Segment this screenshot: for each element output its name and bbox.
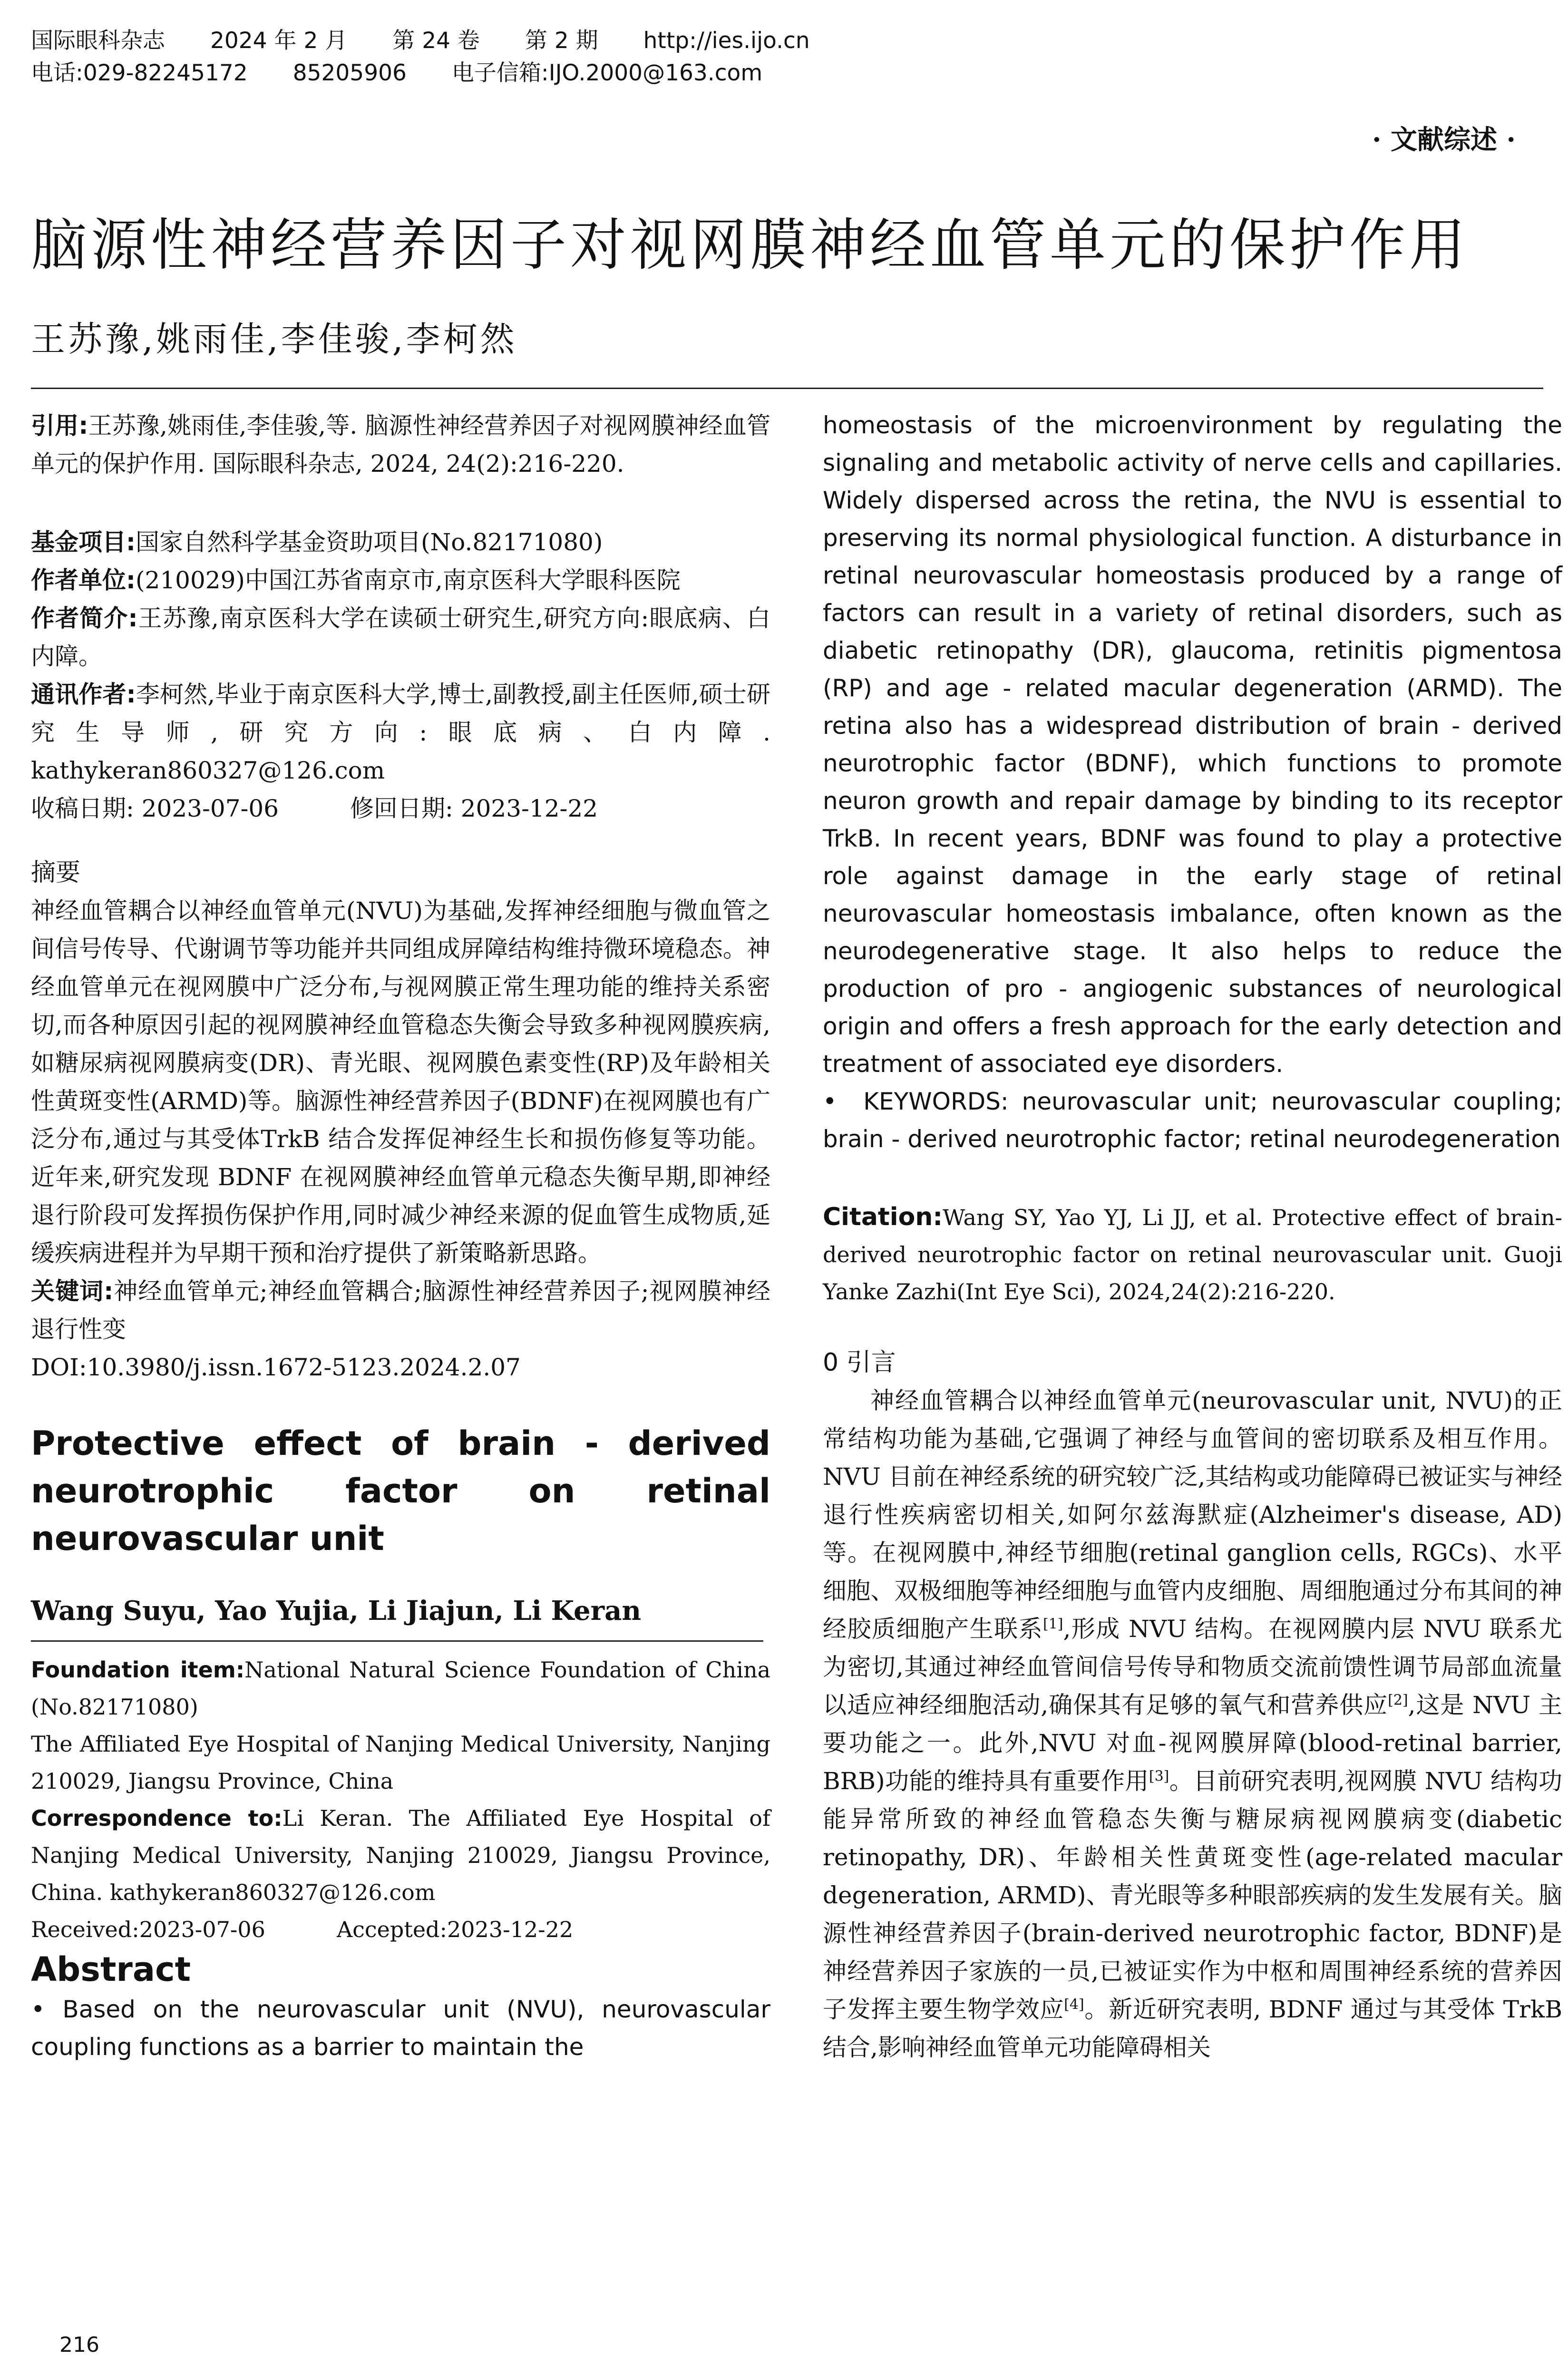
header-line-1: [31, 25, 1543, 57]
right-column: [823, 407, 1562, 2066]
article-title-en-line-3: neurovascular unit: [31, 1519, 384, 1558]
citation-ref-4[interactable]: [4]: [1064, 1996, 1084, 2013]
citation-ref-2[interactable]: [2]: [1388, 1692, 1408, 1709]
title-divider: [31, 388, 1543, 389]
doi: DOI:10.3980/j.issn.1672-5123.2024.2.07: [31, 1354, 521, 1381]
foundation-cn: 基金项目:国家自然科学基金资助项目(No.82171080): [31, 528, 603, 556]
authors-divider: [31, 1640, 763, 1642]
intro-paragraph: 神经血管耦合以神经血管单元(neurovascular unit, NVU)的正常结构功能为基础,它强调了神经与血管间的密切联系及相互作用。NVU 目前在神经系统的研究较广泛,其结构或功能障碍已被证实与神经退行性疾病密切相关,如阿尔兹海默症(Alzheimer's disease, AD)等。在视网膜中,神经节细胞(retinal ganglion cells, RGCs)、水平细胞、双极细胞等神经细胞与血管内皮细胞、周细胞通过分布其间的神经胶质细胞产生联系[1],形成 NVU 结构。在视网膜内层 NVU 联系尤为密切,其通过神经血管间信号传导和物质交流前馈性调节局部血流量以适应神经细胞活动,确保其有足够的氧气和营养供应[2],这是 NVU 主要功能之一。此外,NVU 对血-视网膜屏障(blood-retinal barrier, BRB)功能的维持具有重要作用[3]。目前研究表明,视网膜 NVU 结构功能异常所致的神经血管稳态失衡与糖尿病视网膜病变(diabetic retinopathy, DR)、年龄相关性黄斑变性(age-related macular degeneration, ARMD)、青光眼等多种眼部疾病的发生发展有关。脑源性神经营养因子(brain-derived neurotrophic factor, BDNF)是神经营养因子家族的一员,已被证实作为中枢和周围神经系统的营养因子发挥主要生物学效应[4]。新近研究表明, BDNF 通过与其受体 TrkB 结合,影响神经血管单元功能障碍相关: [823, 1387, 1563, 2061]
volume: 第 24 卷: [392, 28, 480, 54]
foundation-en: Foundation item:National Natural Science Foundation of China (No.82171080): [31, 1657, 770, 1720]
abstract-en-text-start: • Based on the neurovascular unit (NVU), neurovascular coupling functions as a barrier to maintain the: [31, 1996, 770, 2061]
article-title-en-line-2: neurotrophic factor on retinal: [31, 1471, 770, 1510]
citation-ref-3[interactable]: [3]: [1149, 1768, 1169, 1785]
keywords-en: • KEYWORDS: neurovascular unit; neurovascular coupling; brain - derived neurotrophic factor; retinal neurodegeneration: [823, 1088, 1562, 1153]
column-label: · 文献综述 ·: [1372, 124, 1516, 156]
issue-date: 2024 年 2 月: [210, 28, 348, 54]
article-title-cn: 脑源性神经营养因子对视网膜神经血管单元的保护作用: [31, 212, 1470, 278]
website-link[interactable]: http://ies.ijo.cn: [643, 28, 810, 54]
abstract-en-heading: Abstract: [31, 1950, 191, 1989]
intro-heading: 0 引言: [823, 1348, 896, 1377]
email: 电子信箱:IJO.2000@163.com: [451, 60, 763, 86]
affiliation-en: The Affiliated Eye Hospital of Nanjing Medical University, Nanjing 210029, Jiangsu Province, China: [31, 1731, 770, 1794]
keywords-cn: 关键词:神经血管单元;神经血管耦合;脑源性神经营养因子;视网膜神经退行性变: [31, 1277, 770, 1343]
abstract-cn-text: 神经血管耦合以神经血管单元(NVU)为基础,发挥神经细胞与微血管之间信号传导、代谢调节等功能并共同组成屏障结构维持微环境稳态。神经血管单元在视网膜中广泛分布,与视网膜正常生理功能的维持关系密切,而各种原因引起的视网膜神经血管稳态失衡会导致多种视网膜疾病,如糖尿病视网膜病变(DR)、青光眼、视网膜色素变性(RP)及年龄相关性黄斑变性(ARMD)等。脑源性神经营养因子(BDNF)在视网膜也有广泛分布,通过与其受体TrkB 结合发挥促神经生长和损伤修复等功能。近年来,研究发现 BDNF 在视网膜神经血管单元稳态失衡早期,即神经退行阶段可发挥损伤保护作用,同时减少神经来源的促血管生成物质,延缓疾病进程并为早期干预和治疗提供了新策略新思路。: [31, 897, 770, 1267]
bullet-icon: •: [823, 1088, 837, 1115]
affiliation-cn: 作者单位:(210029)中国江苏省南京市,南京医科大学眼科医院: [31, 566, 681, 594]
article-title-en-line-1: Protective effect of brain - derived: [31, 1424, 770, 1463]
authors-en: Wang Suyu, Yao Yujia, Li Jiajun, Li Keran: [31, 1595, 642, 1627]
citation-en: Citation:Wang SY, Yao YJ, Li JJ, et al. Protective effect of brain-derived neurotrophic factor on retinal neurovascular unit. Guoji Yanke Zazhi(Int Eye Sci), 2024,24(2):216-220.: [823, 1203, 1562, 1305]
bullet-icon: •: [31, 1996, 45, 2023]
phone: 电话:029-82245172: [31, 60, 248, 86]
issue: 第 2 期: [525, 28, 598, 54]
authors-cn: 王苏豫,姚雨佳,李佳骏,李柯然: [31, 319, 517, 359]
left-column: [31, 407, 770, 2066]
abstract-en-text-cont: homeostasis of the microenvironment by regulating the signaling and metabolic activity of nerve cells and capillaries. Widely dispersed across the retina, the NVU is essential to preserving its normal physiological function. A disturbance in retinal neurovascular homeostasis produced by a range of factors can result in a variety of retinal disorders, such as diabetic retinopathy (DR), glaucoma, retinitis pigmentosa (RP) and age - related macular degeneration (ARMD). The retina also has a widespread distribution of brain - derived neurotrophic factor (BDNF), which functions to promote neuron growth and repair damage by binding to its receptor TrkB. In recent years, BDNF was found to play a protective role against damage in the early stage of retinal neurovascular homeostasis imbalance, often known as the neurodegenerative stage. It also helps to reduce the production of pro - angiogenic substances of neurological origin and offers a fresh approach for the early detection and treatment of associated eye disorders.: [823, 411, 1562, 1078]
citation-cn: 引用:王苏豫,姚雨佳,李佳骏,等. 脑源性神经营养因子对视网膜神经血管单元的保护作用. 国际眼科杂志, 2024, 24(2):216-220.: [31, 412, 771, 477]
journal-name: 国际眼科杂志: [31, 28, 165, 54]
dates-cn: 收稿日期: 2023-07-06 修回日期: 2023-12-22: [31, 795, 598, 822]
correspondence-cn: 通讯作者:李柯然,毕业于南京医科大学,博士,副教授,副主任医师,硕士研究生导师,研究方向:眼底病、白内障. kathykeran860327@126.com: [31, 681, 771, 784]
citation-ref-1[interactable]: [1]: [1043, 1616, 1063, 1633]
author-bio-cn: 作者简介:王苏豫,南京医科大学在读硕士研究生,研究方向:眼底病、白内障。: [31, 604, 770, 670]
phone-2: 85205906: [292, 60, 407, 86]
header-line-2: [31, 57, 1543, 89]
abstract-cn-heading: 摘要: [31, 858, 81, 887]
dates-en: Received:2023-07-06 Accepted:2023-12-22: [31, 1917, 574, 1942]
correspondence-en: Correspondence to:Li Keran. The Affiliated Eye Hospital of Nanjing Medical University, Nanjing 210029, Jiangsu Province, China. kathykeran860327@126.com: [31, 1805, 770, 1905]
journal-header: [31, 25, 1543, 89]
page-number: 216: [59, 2333, 99, 2357]
